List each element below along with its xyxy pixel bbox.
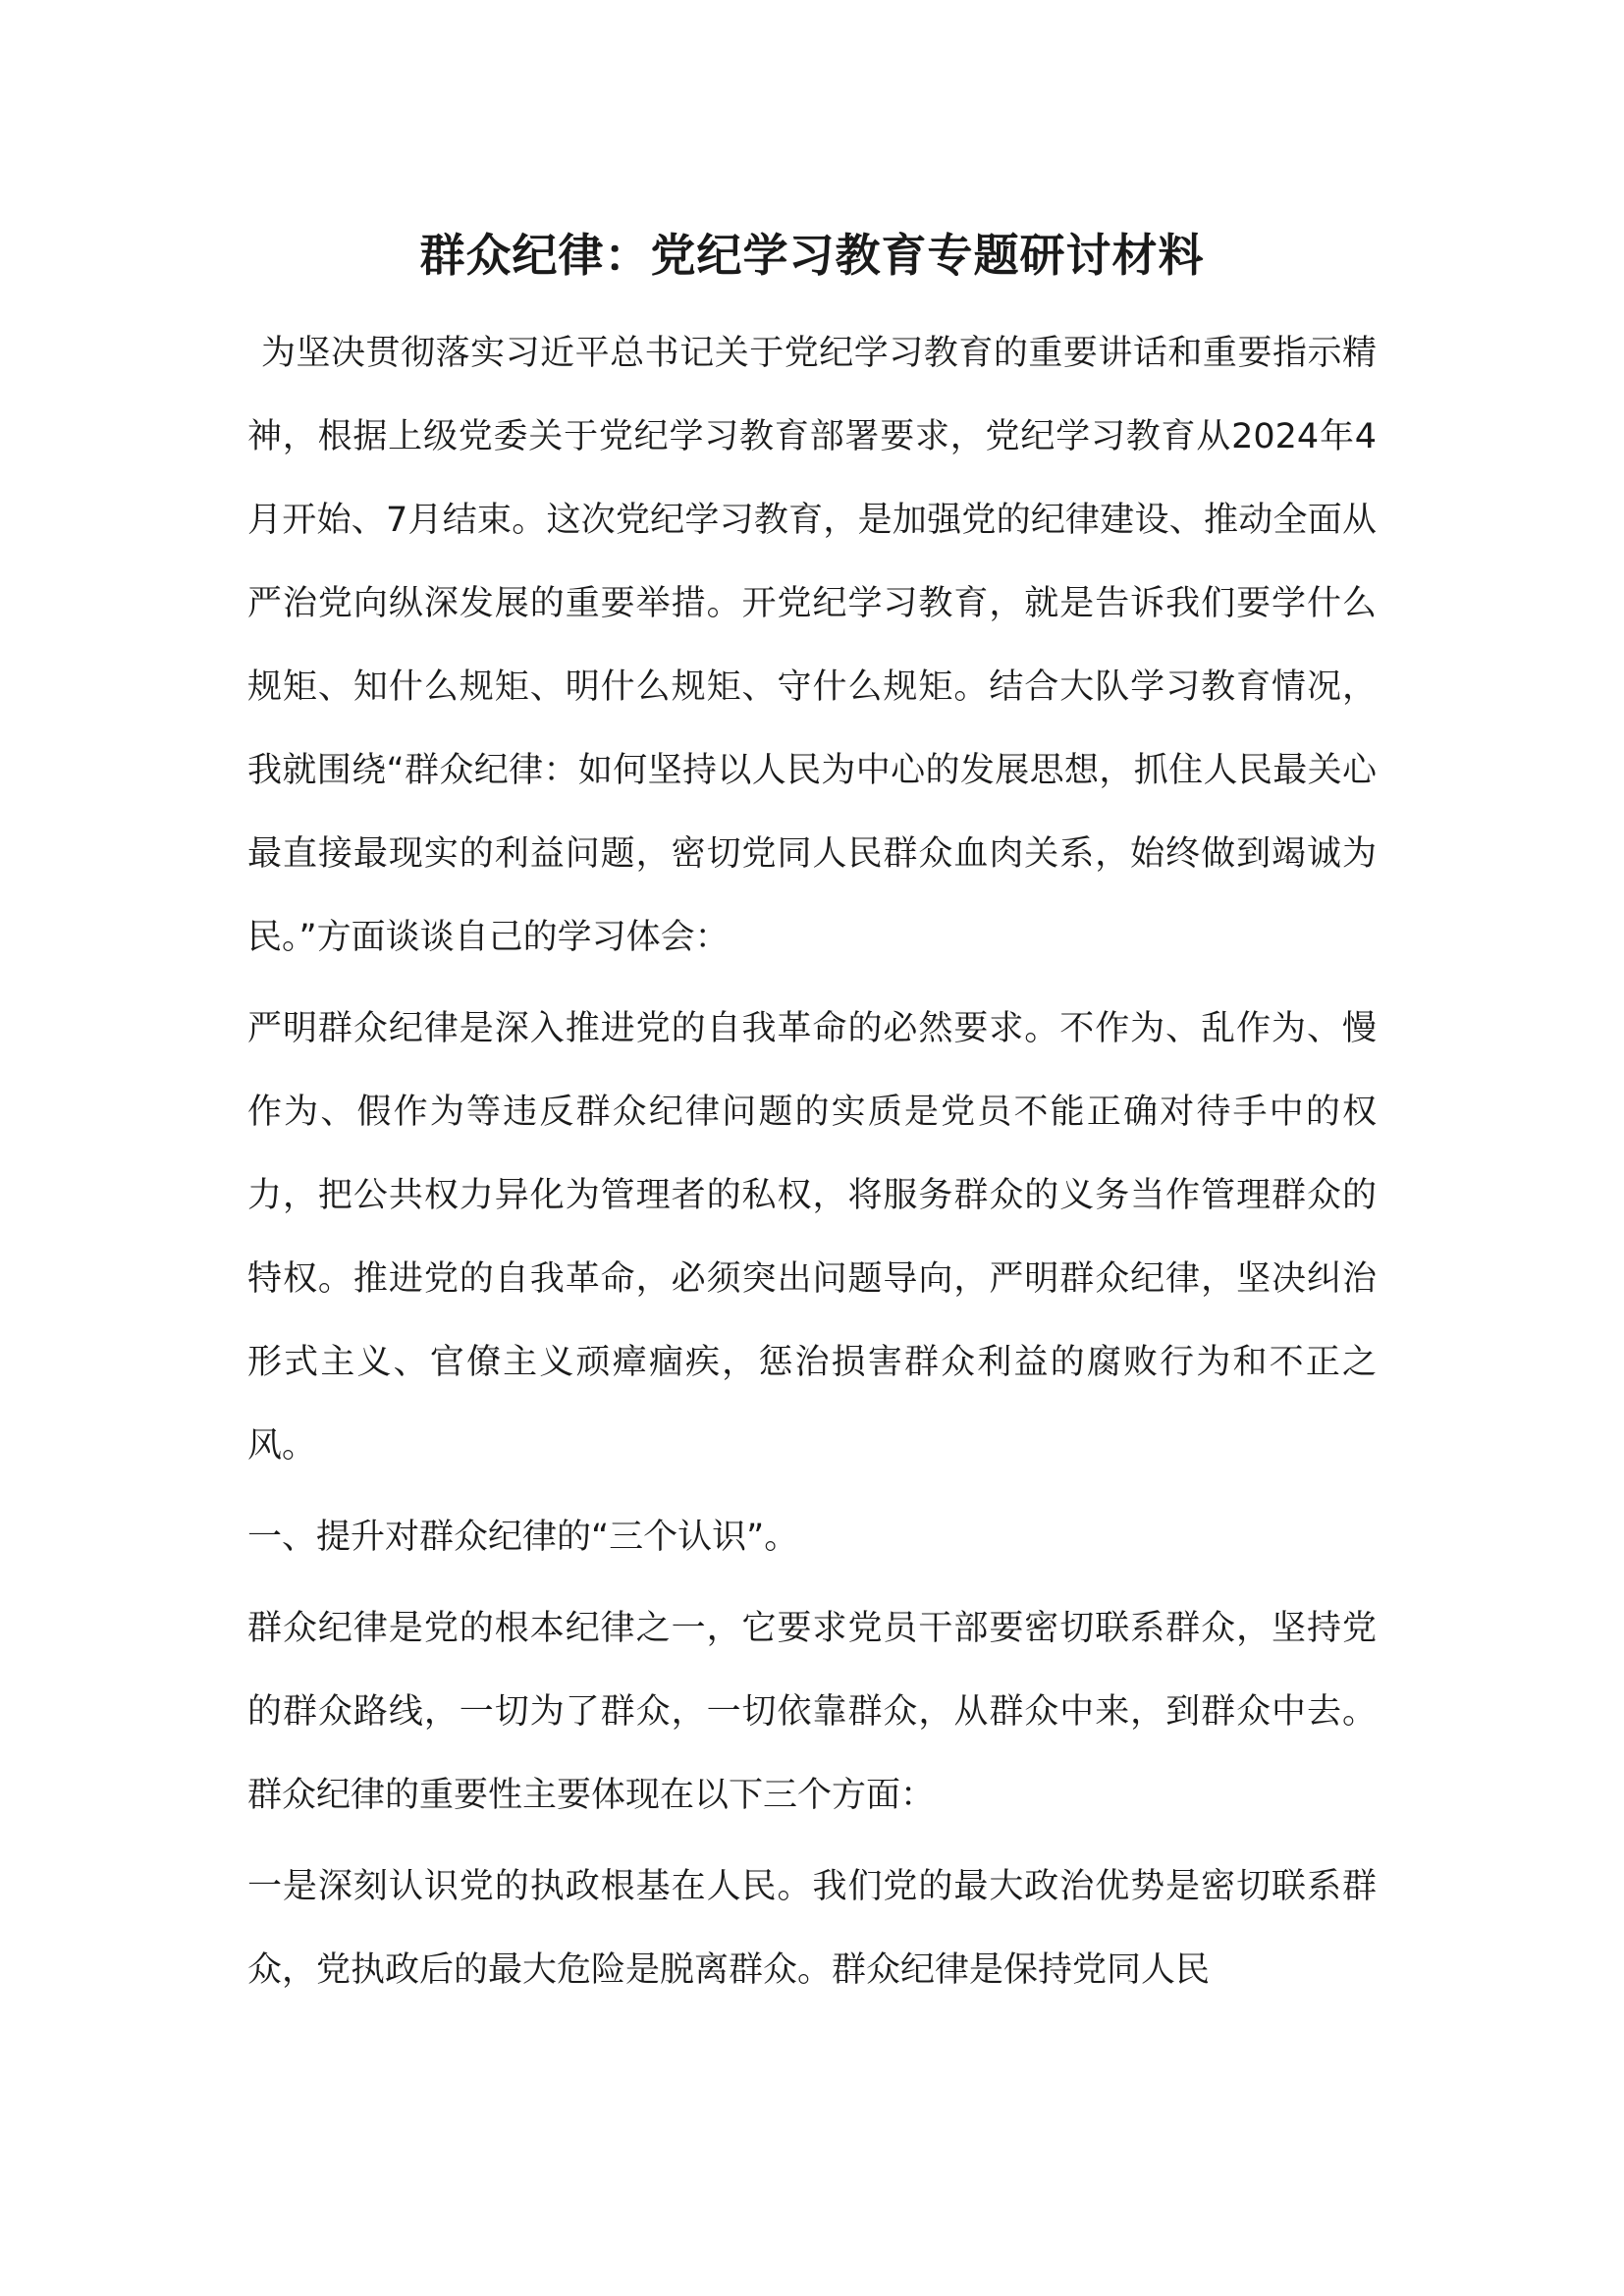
paragraph-mass-discipline: 群众纪律是党的根本纪律之一，它要求党员干部要密切联系群众，坚持党的群众路线，一切为了群众，一切依靠群众，从群众中来，到群众中去。群众纪律的重要性主要体现在以下三个方面： [247, 1609, 1377, 1815]
section-heading-one: 一、提升对群众纪律的“三个认识”。 [247, 1518, 799, 1557]
paragraph-point-one: 一是深刻认识党的执政根基在人民。我们党的最大政治优势是密切联系群众，党执政后的最大危险是脱离群众。群众纪律是保持党同人民 [247, 1867, 1377, 1990]
document-body [247, 312, 1377, 2012]
paragraph-discipline-requirement: 严明群众纪律是深入推进党的自我革命的必然要求。不作为、乱作为、慢作为、假作为等违反群众纪律问题的实质是党员不能正确对待手中的权力，把公共权力异化为管理者的私权，将服务群众的义务当作管理群众的特权。推进党的自我革命，必须突出问题导向，严明群众纪律，坚决纠治形式主义、官僚主义顽瘴痼疾，惩治损害群众利益的腐败行为和不正之风。 [247, 1009, 1377, 1466]
paragraph-intro: 为坚决贯彻落实习近平总书记关于党纪学习教育的重要讲话和重要指示精神，根据上级党委关于党纪学习教育部署要求，党纪学习教育从2024年4月开始、7月结束。这次党纪学习教育，是加强党的纪律建设、推动全面从严治党向纵深发展的重要举措。开党纪学习教育，就是告诉我们要学什么规矩、知什么规矩、明什么规矩、守什么规矩。结合大队学习教育情况，我就围绕“群众纪律：如何坚持以人民为中心的发展思想，抓住人民最关心最直接最现实的利益问题，密切党同人民群众血肉关系，始终做到竭诚为民。”方面谈谈自己的学习体会： [247, 334, 1377, 957]
document-title: 群众纪律：党纪学习教育专题研讨材料 [419, 229, 1205, 282]
